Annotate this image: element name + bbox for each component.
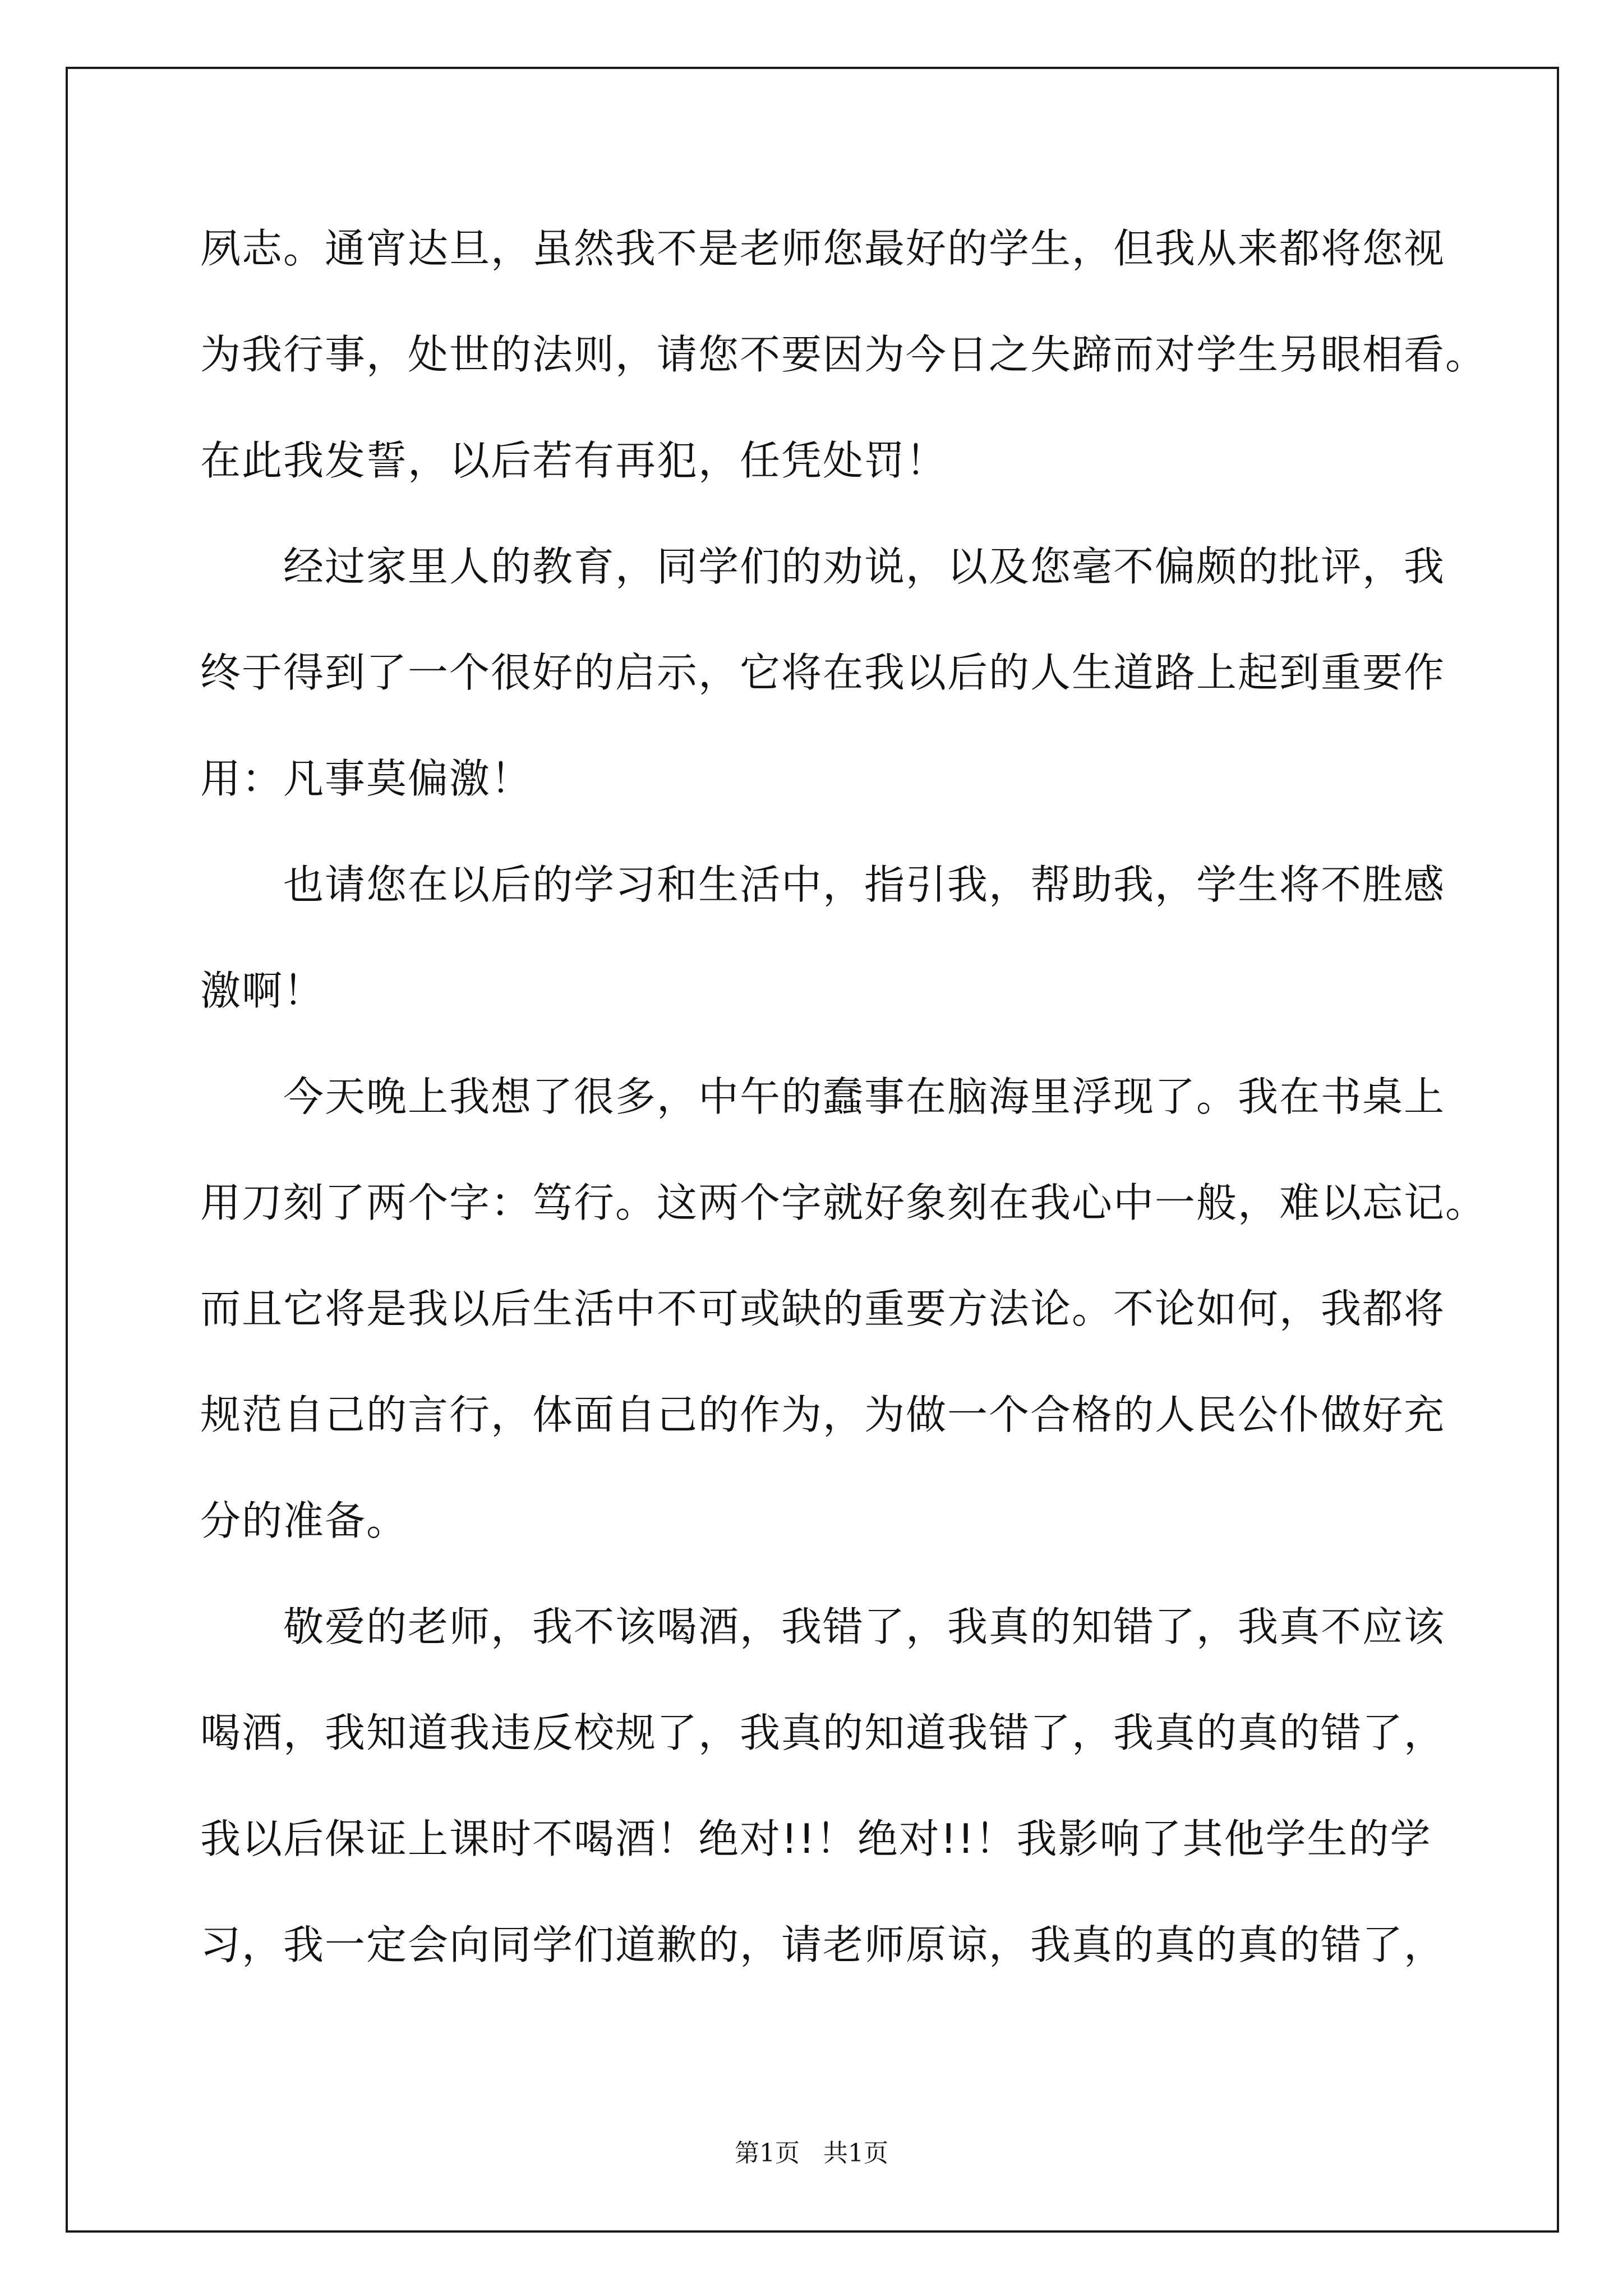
body-line: 习，我一定会向同学们道歉的，请老师原谅，我真的真的真的错了，: [200, 1921, 1446, 1968]
body-line: 规范自己的言行，体面自己的作为，为做一个合格的人民公仆做好充: [200, 1391, 1446, 1438]
body-line: 而且它将是我以后生活中不可或缺的重要方法论。不论如何，我都将: [200, 1285, 1446, 1332]
page-footer: 第1页 共1页: [735, 2139, 888, 2168]
document-body: [200, 222, 1487, 2024]
body-line: 激啊！: [200, 967, 325, 1014]
body-line: 为我行事，处世的法则，请您不要因为今日之失蹄而对学生另眼相看。: [200, 331, 1487, 378]
paragraph-first-line: 也请您在以后的学习和生活中，指引我，帮助我，学生将不胜感: [283, 861, 1446, 908]
body-line: 喝酒，我知道我违反校规了，我真的知道我错了，我真的真的错了，: [200, 1709, 1446, 1756]
paragraph-first-line: 今天晚上我想了很多，中午的蠢事在脑海里浮现了。我在书桌上: [283, 1073, 1446, 1120]
body-line: 我以后保证上课时不喝酒！绝对!!！绝对!!！我影响了其他学生的学: [200, 1815, 1432, 1862]
paragraph-first-line: 敬爱的老师，我不该喝酒，我错了，我真的知错了，我真不应该: [283, 1603, 1446, 1650]
body-line: 用：凡事莫偏激！: [200, 755, 533, 802]
body-line: 夙志。通宵达旦，虽然我不是老师您最好的学生，但我从来都将您视: [200, 225, 1446, 272]
body-line: 在此我发誓，以后若有再犯，任凭处罚！: [200, 437, 948, 484]
body-line: 分的准备。: [200, 1497, 408, 1544]
body-line: 终于得到了一个很好的启示，它将在我以后的人生道路上起到重要作: [200, 649, 1446, 696]
paragraph-first-line: 经过家里人的教育，同学们的劝说，以及您毫不偏颇的批评，我: [283, 543, 1446, 590]
body-line: 用刀刻了两个字：笃行。这两个字就好象刻在我心中一般，难以忘记。: [200, 1179, 1487, 1226]
